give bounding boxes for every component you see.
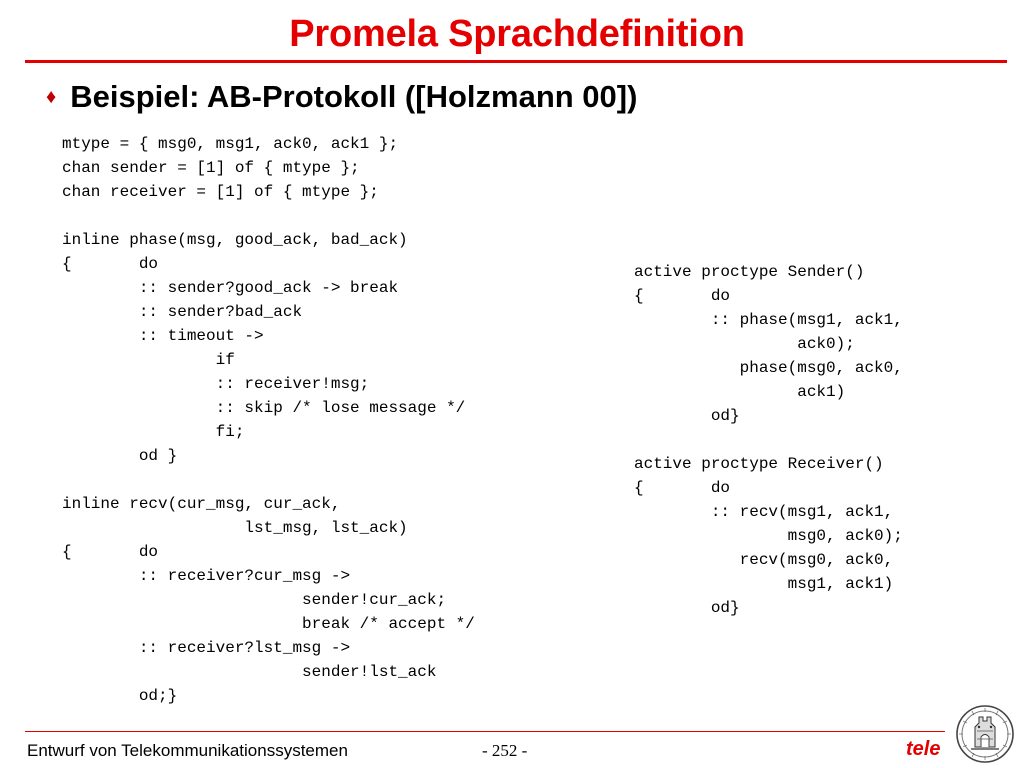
footer-course-title: Entwurf von Telekommunikationssystemen [27, 741, 348, 760]
slide-title: Promela Sprachdefinition [289, 13, 745, 55]
footer-logo-text: tele [906, 738, 941, 760]
footer-page-number: - 252 - [482, 741, 528, 760]
title-divider [25, 60, 1007, 63]
university-seal-icon [955, 703, 1015, 765]
subheading-text: Beispiel: AB-Protokoll ([Holzmann 00]) [70, 79, 638, 114]
footer-divider [25, 731, 945, 732]
code-block-right: active proctype Sender() { do :: phase(msg1, ack1, ack0); phase(msg0, ack0, ack1) od} active proctype Receiver() { do :: recv(msg1, ack1, msg0, ack0); recv(msg0, ack0, msg1, ack1) od} [634, 263, 903, 617]
subheading [46, 78, 637, 116]
code-block-left: mtype = { msg0, msg1, ack0, ack1 }; chan sender = [1] of { mtype }; chan receiver = [1] of { mtype }; inline phase(msg, good_ack, bad_ack) { do :: sender?good_ack -> break :: sender?bad_ack :: timeout -> if :: receiver!msg; :: skip /* lose message */ fi; od } inline recv(cur_msg, cur_ack, lst_msg, lst_ack) { do :: receiver?cur_msg -> sender!cur_ack; break /* accept */ :: receiver?lst_msg -> sender!lst_ack od;} [62, 135, 475, 705]
diamond-bullet-icon: ♦ [46, 86, 57, 108]
